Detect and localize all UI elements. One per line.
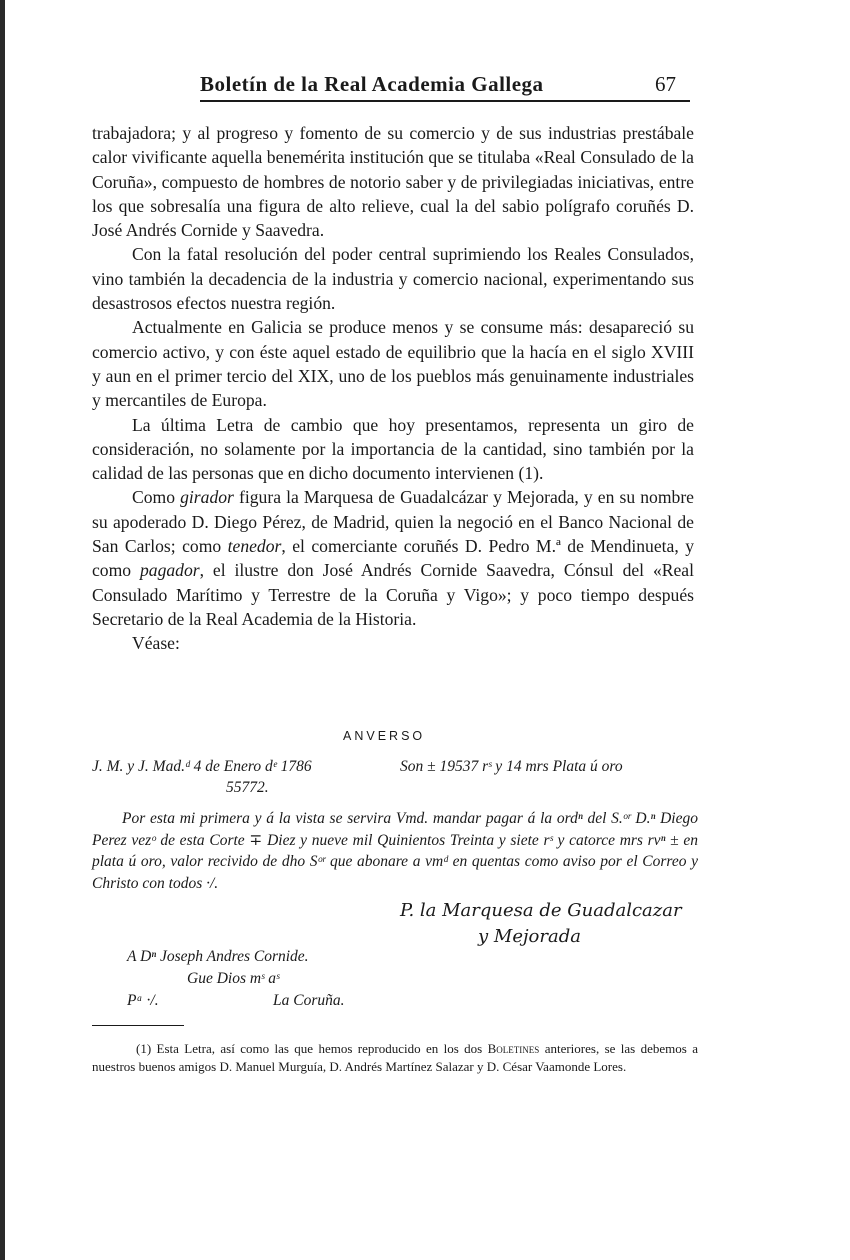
para5-text-2: figura la Marquesa de Guadalcázar y Mejorada, y en su nombre su apoderado D. Diego Pérez, de Madrid, quien la negoció en el Banco Nacional de San Carlos; como bbox=[92, 487, 694, 557]
signature-line-1: P. la Marquesa de Guadalcazar bbox=[400, 900, 682, 921]
footnote-text-1: (1) Esta Letra, así como las que hemos reproducido en los dos bbox=[136, 1041, 488, 1056]
addressee-line-3 bbox=[127, 990, 345, 1012]
footnote-1 bbox=[92, 1040, 698, 1076]
body-text bbox=[92, 121, 694, 656]
term-girador: girador bbox=[180, 487, 234, 508]
paragraph-5 bbox=[92, 485, 694, 631]
footnote-rule bbox=[92, 1025, 184, 1026]
anverso-heading: ANVERSO bbox=[343, 729, 426, 743]
bill-number: 55772. bbox=[226, 779, 269, 796]
addressee-line-1: A Dⁿ Joseph Andres Cornide. bbox=[127, 948, 309, 965]
header-rule bbox=[200, 100, 690, 102]
footnote-text-2: anteriores, se las debemos a nuestros buenos amigos D. Manuel Murguía, D. Andrés Martínez Salazar y D. César Vaamonde Lores. bbox=[92, 1041, 698, 1074]
paragraph-2: Con la fatal resolución del poder central suprimiendo los Reales Consulados, vino también la decadencia de la industria y comercio nacional, experimentando sus desastrosos efectos nuestra región. bbox=[92, 244, 694, 314]
bill-place-date: J. M. y J. Mad.ᵈ 4 de Enero dᵉ 1786 bbox=[92, 758, 312, 775]
running-header bbox=[200, 72, 688, 100]
page-number: 67 bbox=[655, 72, 676, 96]
paragraph-1: trabajadora; y al progreso y fomento de su comercio y de sus industrias prestábale calor vivificante aquella benemérita institución que se titulaba «Real Consulado de la Coruña», compuesto de hombres de notorio saber y de privilegiadas iniciativas, entre los que sobresalía una figura de alto relieve, cual la del sabio polígrafo coruñés D. José Andrés Cornide y Saavedra. bbox=[92, 123, 694, 241]
addressee-pa: Pᵃ ·/. bbox=[127, 992, 159, 1009]
addressee-line-2: Gue Dios mˢ aˢ bbox=[187, 970, 280, 987]
bill-header-row bbox=[92, 756, 698, 777]
signature-line-2: y Mejorada bbox=[478, 926, 581, 947]
paragraph-3: Actualmente en Galicia se produce menos y se consume más: desapareció su comercio activo, y con éste aquel estado de equilibrio que la hacía en el siglo XVIII y aun en el primer tercio del XIX, uno de los pueblos más genuinamente industriales y mercantiles de Europa. bbox=[92, 317, 694, 411]
para5-text-3: , el comerciante coruñés D. Pedro M.ª de Mendinueta, y como bbox=[92, 536, 694, 581]
footnote bbox=[92, 1040, 698, 1076]
bill-amount: Son ± 19537 rˢ y 14 mrs Plata ú oro bbox=[400, 758, 623, 775]
bill-signature bbox=[400, 898, 682, 950]
para5-text-1: Como bbox=[132, 487, 181, 508]
term-tenedor: tenedor bbox=[227, 536, 282, 557]
paragraph-4: La última Letra de cambio que hoy presentamos, representa un giro de consideración, no solamente por la importancia de la cantidad, sino también por la calidad de las personas que en dicho documento intervienen (1). bbox=[92, 414, 694, 484]
scan-edge bbox=[0, 0, 5, 1260]
vease-line: Véase: bbox=[132, 633, 180, 654]
bill-of-exchange-transcription bbox=[92, 756, 698, 894]
addressee-city: La Coruña. bbox=[273, 992, 345, 1009]
journal-title: Boletín de la Real Academia Gallega bbox=[200, 72, 544, 96]
bill-body: Por esta mi primera y á la vista se servira Vmd. mandar pagar á la ordⁿ del S.ᵒʳ D.ⁿ Diego Perez vezᵒ de esta Corte ∓ Diez y nueve mil Quinientos Treinta y siete rˢ y catorce mrs rvⁿ ± en plata ú oro, valor recivido de dho Sᵒʳ que abonare a vmᵈ en quentas como aviso por el Correo y Christo con todos ·/. bbox=[92, 810, 698, 892]
footnote-boletines: Boletines bbox=[487, 1041, 540, 1056]
bill-addressee bbox=[127, 946, 345, 1012]
term-pagador: pagador bbox=[139, 560, 200, 581]
para5-text-4: , el ilustre don José Andrés Cornide Saavedra, Cónsul del «Real Consulado Marítimo y Terrestre de la Coruña y Vigo»; y poco tiempo después Secretario de la Real Academia de la Historia. bbox=[92, 560, 694, 629]
